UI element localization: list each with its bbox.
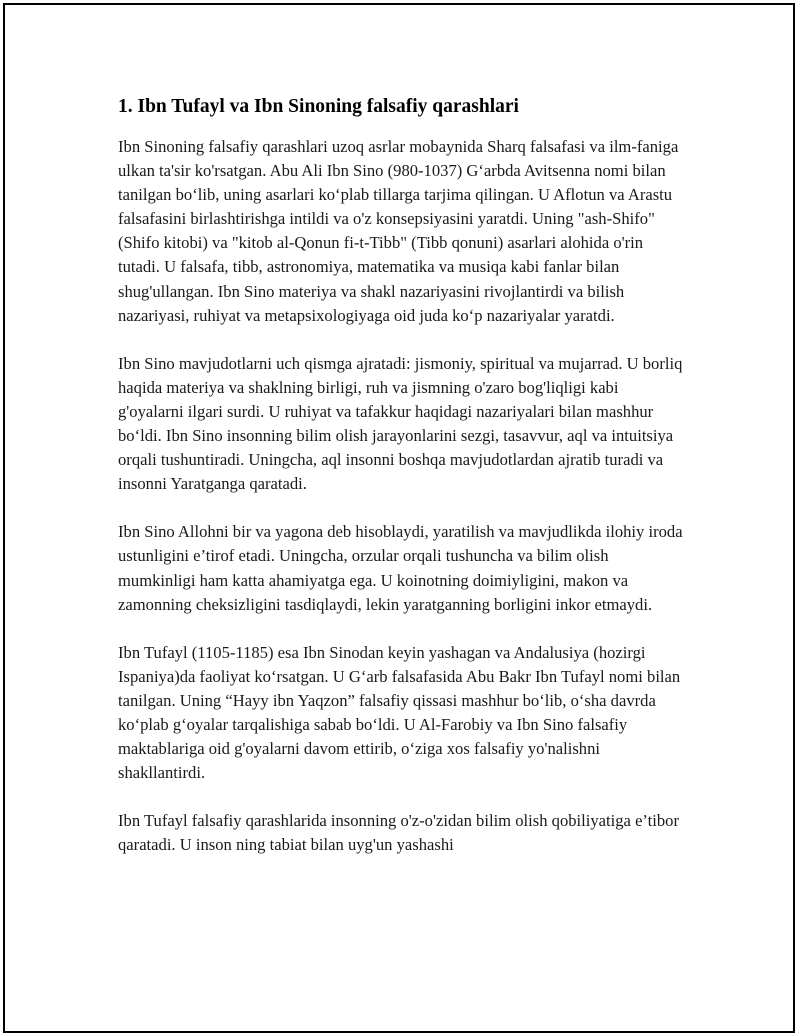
paragraph-ibn-sino-beings: Ibn Sino mavjudotlarni uch qismga ajratadi: jismoniy, spiritual va mujarrad. U borliq haqida materiya va shaklning birligi, ruh va jismning o'zaro bog'liqligi kabi g'oyalarni ilgari surdi. U ruhiyat va tafakkur haqidagi nazariyalari bilan mashhur bo‘ldi. Ibn Sino insonning bilim olish jarayonlarini sezgi, tasavvur, aql va intuitsiya orqali tushuntiradi. Uningcha, aql insonni boshqa mavjudotlardan ajratib turadi va insonni Yaratganga qaratadi. [118, 353, 683, 494]
paragraph-ibn-tufayl-views: Ibn Tufayl falsafiy qarashlarida insonning o'z-o'zidan bilim olish qobiliyatiga e’tibor qaratadi. U inson ning tabiat bilan uyg'un yashashi [118, 811, 680, 855]
paragraph-ibn-sino-god: Ibn Sino Allohni bir va yagona deb hisoblaydi, yaratilish va mavjudlikda ilohiy iroda ustunligini e’tirof etadi. Uningcha, orzular orqali tushuncha va bilim olish mumkinligi ham katta ahamiyatga ega. U koinotning doimiyligini, makon va zamonning cheksizligini tasdiqlaydi, lekin yaratganning borligini inkor etmaydi. [118, 522, 683, 614]
document-body [118, 93, 683, 881]
section-heading: 1. Ibn Tufayl va Ibn Sinoning falsafiy qarashlari [118, 96, 519, 117]
paragraph-ibn-tufayl-intro: Ibn Tufayl (1105-1185) esa Ibn Sinodan keyin yashagan va Andalusiya (hozirgi Ispaniya)da faoliyat ko‘rsatgan. U G‘arb falsafasida Abu Bakr Ibn Tufayl nomi bilan tanilgan. Uning “Hayy ibn Yaqzon” falsafiy qissasi mashhur bo‘lib, o‘sha davrda ko‘plab g‘oyalar tarqalishiga sabab bo‘ldi. U Al-Farobiy va Ibn Sino falsafiy maktablariga oid g'oyalarni davom ettirib, o‘ziga xos falsafiy yo'nalishni shakllantirdi. [118, 642, 681, 783]
paragraph-ibn-sino-intro: Ibn Sinoning falsafiy qarashlari uzoq asrlar mobaynida Sharq falsafasi va ilm-faniga ulkan ta'sir ko'rsatgan. Abu Ali Ibn Sino (980-1037) G‘arbda Avitsenna nomi bilan tanilgan bo‘lib, uning asarlari ko‘plab tillarga tarjima qilingan. U Aflotun va Arastu falsafasini birlashtirishga intildi va o'z konsepsiyasini yaratdi. Uning "ash-Shifo" (Shifo kitobi) va "kitob al-Qonun fi-t-Tibb" (Tibb qonuni) asarlari alohida o'rin tutadi. U falsafa, tibb, astronomiya, matematika va musiqa kabi fanlar bilan shug'ullangan. Ibn Sino materiya va shakl nazariyasini rivojlantirdi va bilish nazariyasi, ruhiyat va metapsixologiyaga oid juda ko‘p nazariyalar yaratdi. [118, 137, 679, 325]
